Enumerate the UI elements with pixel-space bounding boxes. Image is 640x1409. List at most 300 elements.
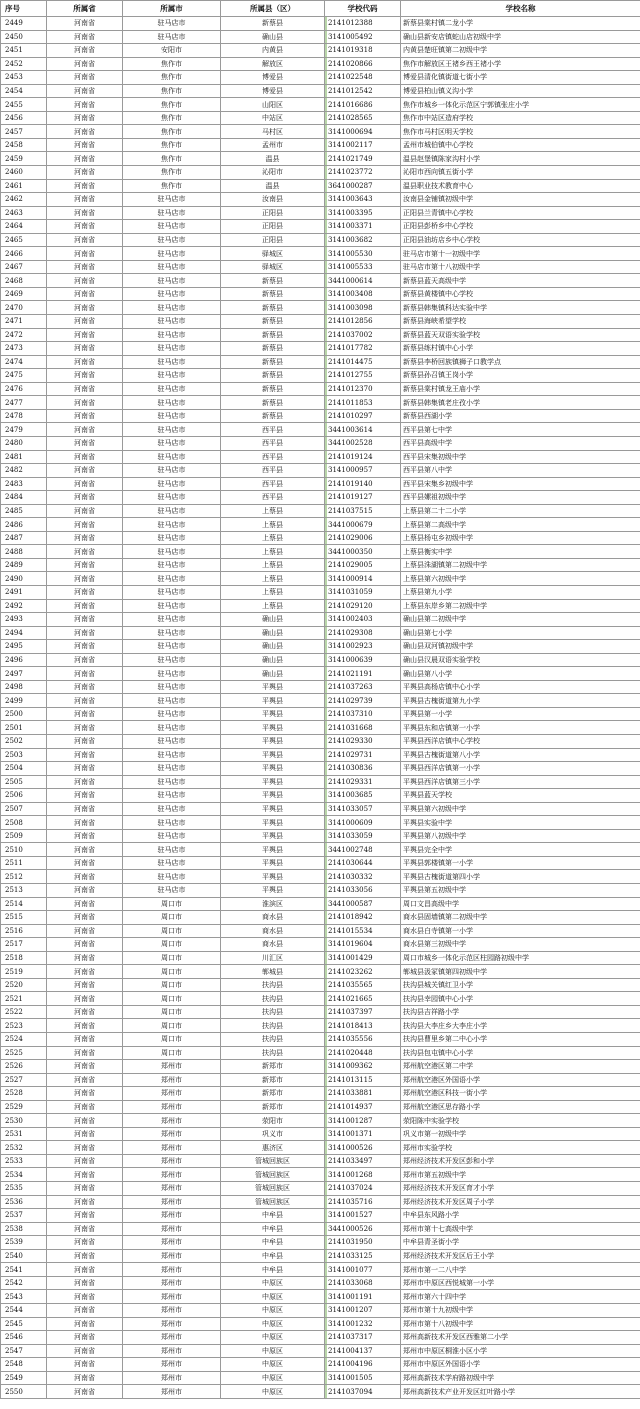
cell-index: 2513 (1, 884, 47, 898)
cell-school-code: 2141021749 (325, 152, 401, 166)
cell-city: 郑州市 (123, 1344, 221, 1358)
cell-county: 惠济区 (221, 1141, 325, 1155)
cell-county: 管城回族区 (221, 1154, 325, 1168)
cell-index: 2511 (1, 856, 47, 870)
header-county: 所属县（区） (221, 1, 325, 17)
table-row (1, 396, 640, 410)
cell-province: 河南省 (47, 491, 123, 505)
cell-school-code: 3141001287 (325, 1114, 401, 1128)
cell-school-code: 3141000609 (325, 816, 401, 830)
table-row (1, 897, 640, 911)
cell-school-name: 西平县宋集初级中学 (401, 450, 640, 464)
table-row (1, 491, 640, 505)
table-row (1, 667, 640, 681)
cell-province: 河南省 (47, 721, 123, 735)
cell-county: 温县 (221, 179, 325, 193)
table-row (1, 1073, 640, 1087)
cell-county: 郸城县 (221, 965, 325, 979)
cell-school-name: 郑州航空港区思存路小学 (401, 1100, 640, 1114)
table-row (1, 355, 640, 369)
cell-city: 驻马店市 (123, 464, 221, 478)
table-row (1, 301, 640, 315)
table-row (1, 152, 640, 166)
cell-province: 河南省 (47, 884, 123, 898)
cell-city: 焦作市 (123, 138, 221, 152)
cell-school-name: 焦作市城乡一体化示范区宁郭镇张庄小学 (401, 98, 640, 112)
table-row (1, 342, 640, 356)
cell-city: 驻马店市 (123, 477, 221, 491)
cell-county: 正阳县 (221, 220, 325, 234)
cell-index: 2478 (1, 409, 47, 423)
cell-city: 郑州市 (123, 1154, 221, 1168)
cell-school-name: 郑州高新技术学府路初级中学 (401, 1371, 640, 1385)
cell-school-code: 2141021191 (325, 667, 401, 681)
cell-school-name: 确山县双河镇初级中学 (401, 640, 640, 654)
cell-county: 新蔡县 (221, 369, 325, 383)
cell-school-name: 焦作市中站区造府学校 (401, 111, 640, 125)
table-row (1, 518, 640, 532)
cell-province: 河南省 (47, 924, 123, 938)
cell-index: 2542 (1, 1276, 47, 1290)
cell-index: 2541 (1, 1263, 47, 1277)
cell-county: 中原区 (221, 1290, 325, 1304)
cell-province: 河南省 (47, 1060, 123, 1074)
cell-school-name: 西平县第八中学 (401, 464, 640, 478)
cell-school-code: 2141029731 (325, 748, 401, 762)
cell-province: 河南省 (47, 17, 123, 31)
cell-index: 2472 (1, 328, 47, 342)
cell-province: 河南省 (47, 843, 123, 857)
table-row (1, 992, 640, 1006)
cell-school-name: 新蔡县西湖小学 (401, 409, 640, 423)
table-row (1, 1100, 640, 1114)
cell-province: 河南省 (47, 1222, 123, 1236)
cell-school-code: 2141019124 (325, 450, 401, 464)
cell-school-name: 郑州市第一二八中学 (401, 1263, 640, 1277)
cell-index: 2453 (1, 71, 47, 85)
cell-school-name: 平舆县第六初级中学 (401, 802, 640, 816)
cell-index: 2525 (1, 1046, 47, 1060)
cell-county: 新郑市 (221, 1060, 325, 1074)
table-row (1, 125, 640, 139)
table-row (1, 707, 640, 721)
cell-index: 2466 (1, 247, 47, 261)
cell-city: 驻马店市 (123, 247, 221, 261)
table-row (1, 1005, 640, 1019)
table-row (1, 1222, 640, 1236)
cell-county: 汝南县 (221, 193, 325, 207)
cell-city: 驻马店市 (123, 17, 221, 31)
cell-city: 焦作市 (123, 71, 221, 85)
cell-school-code: 2141037397 (325, 1005, 401, 1019)
cell-city: 驻马店市 (123, 409, 221, 423)
cell-province: 河南省 (47, 938, 123, 952)
table-row (1, 545, 640, 559)
cell-city: 焦作市 (123, 152, 221, 166)
cell-province: 河南省 (47, 1087, 123, 1101)
cell-city: 周口市 (123, 1046, 221, 1060)
cell-county: 确山县 (221, 626, 325, 640)
cell-province: 河南省 (47, 409, 123, 423)
table-row (1, 1182, 640, 1196)
cell-province: 河南省 (47, 71, 123, 85)
cell-school-name: 平舆县东和店镇第一小学 (401, 721, 640, 735)
cell-school-code: 2141017782 (325, 342, 401, 356)
table-row (1, 843, 640, 857)
cell-city: 焦作市 (123, 179, 221, 193)
cell-index: 2504 (1, 762, 47, 776)
cell-school-name: 平舆县古槐街道第九小学 (401, 694, 640, 708)
table-row (1, 653, 640, 667)
cell-county: 确山县 (221, 640, 325, 654)
cell-school-name: 新蔡县蓝天双语实验学校 (401, 328, 640, 342)
cell-school-name: 平舆县郭楼镇第一小学 (401, 856, 640, 870)
cell-county: 扶沟县 (221, 978, 325, 992)
cell-county: 中原区 (221, 1303, 325, 1317)
cell-school-name: 荥阳陈中实验学校 (401, 1114, 640, 1128)
cell-school-name: 新蔡县韩集镇科达实验中学 (401, 301, 640, 315)
cell-school-name: 中牟县青圣街小学 (401, 1236, 640, 1250)
cell-index: 2531 (1, 1127, 47, 1141)
cell-index: 2455 (1, 98, 47, 112)
cell-school-code: 3441003614 (325, 423, 401, 437)
cell-school-name: 驻马店市第十八初级中学 (401, 260, 640, 274)
cell-school-code: 3441000587 (325, 897, 401, 911)
cell-city: 驻马店市 (123, 694, 221, 708)
table-row (1, 694, 640, 708)
cell-city: 驻马店市 (123, 220, 221, 234)
cell-school-name: 汝南县金铺镇初级中学 (401, 193, 640, 207)
cell-city: 驻马店市 (123, 870, 221, 884)
cell-city: 驻马店市 (123, 342, 221, 356)
cell-county: 新郑市 (221, 1087, 325, 1101)
cell-county: 上蔡县 (221, 585, 325, 599)
cell-index: 2477 (1, 396, 47, 410)
header-city: 所属市 (123, 1, 221, 17)
cell-county: 确山县 (221, 30, 325, 44)
table-row (1, 626, 640, 640)
table-row (1, 315, 640, 329)
cell-index: 2489 (1, 558, 47, 572)
cell-city: 驻马店市 (123, 802, 221, 816)
cell-province: 河南省 (47, 1385, 123, 1399)
cell-school-code: 3441000526 (325, 1222, 401, 1236)
cell-index: 2523 (1, 1019, 47, 1033)
cell-city: 周口市 (123, 938, 221, 952)
cell-index: 2521 (1, 992, 47, 1006)
cell-school-code: 3141033059 (325, 829, 401, 843)
cell-city: 驻马店市 (123, 816, 221, 830)
cell-province: 河南省 (47, 1141, 123, 1155)
cell-city: 驻马店市 (123, 369, 221, 383)
cell-city: 焦作市 (123, 98, 221, 112)
cell-province: 河南省 (47, 789, 123, 803)
cell-province: 河南省 (47, 653, 123, 667)
cell-school-name: 郑州航空港区第二中学 (401, 1060, 640, 1074)
cell-city: 郑州市 (123, 1276, 221, 1290)
cell-county: 中牟县 (221, 1263, 325, 1277)
cell-school-code: 3141003371 (325, 220, 401, 234)
cell-county: 新蔡县 (221, 409, 325, 423)
table-row (1, 44, 640, 58)
cell-province: 河南省 (47, 1371, 123, 1385)
cell-school-name: 平舆县第五初级中学 (401, 884, 640, 898)
cell-province: 河南省 (47, 477, 123, 491)
table-row (1, 1371, 640, 1385)
cell-school-code: 3141003408 (325, 287, 401, 301)
cell-province: 河南省 (47, 1358, 123, 1372)
cell-city: 焦作市 (123, 57, 221, 71)
cell-school-code: 2141020866 (325, 57, 401, 71)
cell-index: 2540 (1, 1249, 47, 1263)
cell-province: 河南省 (47, 599, 123, 613)
cell-province: 河南省 (47, 802, 123, 816)
cell-city: 驻马店市 (123, 721, 221, 735)
table-row (1, 613, 640, 627)
cell-school-name: 周口文昌高级中学 (401, 897, 640, 911)
cell-province: 河南省 (47, 57, 123, 71)
table-row (1, 30, 640, 44)
cell-county: 西平县 (221, 477, 325, 491)
table-row (1, 450, 640, 464)
cell-index: 2507 (1, 802, 47, 816)
cell-school-code: 2141004196 (325, 1358, 401, 1372)
cell-school-code: 3141002403 (325, 613, 401, 627)
cell-school-name: 博爱县清化镇街道七街小学 (401, 71, 640, 85)
cell-city: 郑州市 (123, 1290, 221, 1304)
cell-index: 2451 (1, 44, 47, 58)
cell-index: 2498 (1, 680, 47, 694)
cell-city: 焦作市 (123, 125, 221, 139)
table-header (1, 1, 640, 17)
cell-school-name: 平舆县第八初级中学 (401, 829, 640, 843)
cell-county: 上蔡县 (221, 558, 325, 572)
header-province: 所属省 (47, 1, 123, 17)
cell-province: 河南省 (47, 1236, 123, 1250)
cell-province: 河南省 (47, 585, 123, 599)
cell-province: 河南省 (47, 1249, 123, 1263)
cell-county: 扶沟县 (221, 1046, 325, 1060)
cell-school-code: 2141020448 (325, 1046, 401, 1060)
cell-school-name: 郑州高新技术开发区西雅第二小学 (401, 1331, 640, 1345)
cell-index: 2534 (1, 1168, 47, 1182)
cell-index: 2512 (1, 870, 47, 884)
cell-province: 河南省 (47, 1033, 123, 1047)
cell-county: 淮滨区 (221, 897, 325, 911)
cell-county: 中原区 (221, 1317, 325, 1331)
table-row (1, 1168, 640, 1182)
cell-school-code: 2141037310 (325, 707, 401, 721)
table-row (1, 57, 640, 71)
table-row (1, 1195, 640, 1209)
cell-city: 驻马店市 (123, 762, 221, 776)
cell-school-code: 2141019127 (325, 491, 401, 505)
cell-county: 商水县 (221, 924, 325, 938)
cell-school-name: 确山县汉晨双语实验学校 (401, 653, 640, 667)
cell-index: 2549 (1, 1371, 47, 1385)
cell-county: 中牟县 (221, 1236, 325, 1250)
cell-province: 河南省 (47, 1005, 123, 1019)
cell-province: 河南省 (47, 369, 123, 383)
cell-city: 郑州市 (123, 1385, 221, 1399)
cell-index: 2495 (1, 640, 47, 654)
cell-city: 驻马店市 (123, 789, 221, 803)
cell-school-code: 2141033125 (325, 1249, 401, 1263)
cell-school-code: 3141005492 (325, 30, 401, 44)
table-row (1, 1263, 640, 1277)
cell-county: 扶沟县 (221, 992, 325, 1006)
cell-school-code: 3141001527 (325, 1209, 401, 1223)
cell-school-code: 2141037002 (325, 328, 401, 342)
cell-city: 驻马店市 (123, 328, 221, 342)
cell-school-code: 3141003643 (325, 193, 401, 207)
cell-county: 西平县 (221, 450, 325, 464)
cell-city: 驻马店市 (123, 653, 221, 667)
cell-county: 上蔡县 (221, 504, 325, 518)
cell-province: 河南省 (47, 396, 123, 410)
cell-province: 河南省 (47, 450, 123, 464)
cell-school-code: 2141029331 (325, 775, 401, 789)
cell-city: 焦作市 (123, 111, 221, 125)
cell-province: 河南省 (47, 152, 123, 166)
cell-county: 驿城区 (221, 260, 325, 274)
cell-school-code: 3141003685 (325, 789, 401, 803)
cell-school-code: 2141011853 (325, 396, 401, 410)
cell-index: 2527 (1, 1073, 47, 1087)
cell-province: 河南省 (47, 558, 123, 572)
cell-province: 河南省 (47, 897, 123, 911)
cell-school-code: 2141030644 (325, 856, 401, 870)
cell-county: 正阳县 (221, 233, 325, 247)
cell-county: 新蔡县 (221, 382, 325, 396)
cell-school-name: 商水县固墙镇第二初级中学 (401, 911, 640, 925)
cell-province: 河南省 (47, 667, 123, 681)
cell-city: 驻马店市 (123, 382, 221, 396)
cell-index: 2490 (1, 572, 47, 586)
cell-school-name: 扶沟县幸园镇中心小学 (401, 992, 640, 1006)
cell-province: 河南省 (47, 504, 123, 518)
cell-school-name: 郑州市第十七高级中学 (401, 1222, 640, 1236)
cell-county: 平舆县 (221, 734, 325, 748)
cell-city: 郑州市 (123, 1087, 221, 1101)
table-row (1, 924, 640, 938)
cell-school-code: 2141037263 (325, 680, 401, 694)
table-row (1, 762, 640, 776)
cell-city: 郑州市 (123, 1100, 221, 1114)
cell-school-code: 3141000694 (325, 125, 401, 139)
cell-county: 驿城区 (221, 247, 325, 261)
cell-province: 河南省 (47, 707, 123, 721)
table-row (1, 884, 640, 898)
cell-city: 驻马店市 (123, 193, 221, 207)
cell-city: 郑州市 (123, 1303, 221, 1317)
cell-county: 沁阳市 (221, 166, 325, 180)
cell-school-code: 2141035565 (325, 978, 401, 992)
cell-city: 驻马店市 (123, 558, 221, 572)
cell-index: 2529 (1, 1100, 47, 1114)
cell-school-code: 2141031950 (325, 1236, 401, 1250)
cell-city: 驻马店市 (123, 613, 221, 627)
table-row (1, 1209, 640, 1223)
cell-county: 新蔡县 (221, 328, 325, 342)
table-row (1, 734, 640, 748)
table-row (1, 1358, 640, 1372)
cell-school-name: 平舆县实验中学 (401, 816, 640, 830)
cell-index: 2497 (1, 667, 47, 681)
cell-county: 中原区 (221, 1344, 325, 1358)
cell-county: 扶沟县 (221, 1005, 325, 1019)
cell-city: 周口市 (123, 1019, 221, 1033)
cell-school-name: 平舆县古槐街道第四小学 (401, 870, 640, 884)
cell-school-name: 上蔡县第二十二小学 (401, 504, 640, 518)
cell-county: 川汇区 (221, 951, 325, 965)
cell-index: 2515 (1, 911, 47, 925)
cell-index: 2480 (1, 436, 47, 450)
table-row (1, 111, 640, 125)
table-row (1, 71, 640, 85)
cell-index: 2457 (1, 125, 47, 139)
cell-school-name: 新蔡县蓝天高级中学 (401, 274, 640, 288)
cell-county: 中牟县 (221, 1209, 325, 1223)
table-row (1, 938, 640, 952)
cell-city: 驻马店市 (123, 585, 221, 599)
cell-county: 上蔡县 (221, 531, 325, 545)
cell-school-name: 郑州市第十八初级中学 (401, 1317, 640, 1331)
table-row (1, 1276, 640, 1290)
cell-index: 2492 (1, 599, 47, 613)
cell-province: 河南省 (47, 1182, 123, 1196)
cell-province: 河南省 (47, 1195, 123, 1209)
cell-county: 管城回族区 (221, 1168, 325, 1182)
cell-county: 新蔡县 (221, 274, 325, 288)
table-row (1, 585, 640, 599)
cell-county: 马村区 (221, 125, 325, 139)
cell-index: 2532 (1, 1141, 47, 1155)
table-row (1, 166, 640, 180)
cell-index: 2530 (1, 1114, 47, 1128)
table-row (1, 640, 640, 654)
cell-county: 中牟县 (221, 1222, 325, 1236)
cell-province: 河南省 (47, 1303, 123, 1317)
cell-city: 驻马店市 (123, 856, 221, 870)
table-row (1, 84, 640, 98)
cell-province: 河南省 (47, 762, 123, 776)
cell-index: 2519 (1, 965, 47, 979)
table-row (1, 816, 640, 830)
cell-county: 西平县 (221, 436, 325, 450)
cell-county: 平舆县 (221, 707, 325, 721)
cell-city: 周口市 (123, 992, 221, 1006)
cell-school-name: 上蔡县第六初级中学 (401, 572, 640, 586)
cell-city: 周口市 (123, 1033, 221, 1047)
cell-index: 2500 (1, 707, 47, 721)
cell-index: 2468 (1, 274, 47, 288)
cell-school-code: 2141033068 (325, 1276, 401, 1290)
cell-school-code: 3141002923 (325, 640, 401, 654)
cell-province: 河南省 (47, 1046, 123, 1060)
cell-school-name: 上蔡县第二高级中学 (401, 518, 640, 532)
cell-county: 解放区 (221, 57, 325, 71)
cell-school-code: 3441002528 (325, 436, 401, 450)
cell-city: 驻马店市 (123, 491, 221, 505)
cell-county: 新郑市 (221, 1100, 325, 1114)
cell-city: 驻马店市 (123, 640, 221, 654)
cell-school-name: 新蔡县韩集镇老庄孜小学 (401, 396, 640, 410)
cell-city: 驻马店市 (123, 260, 221, 274)
cell-school-code: 2141029005 (325, 558, 401, 572)
cell-county: 确山县 (221, 667, 325, 681)
cell-city: 郑州市 (123, 1141, 221, 1155)
